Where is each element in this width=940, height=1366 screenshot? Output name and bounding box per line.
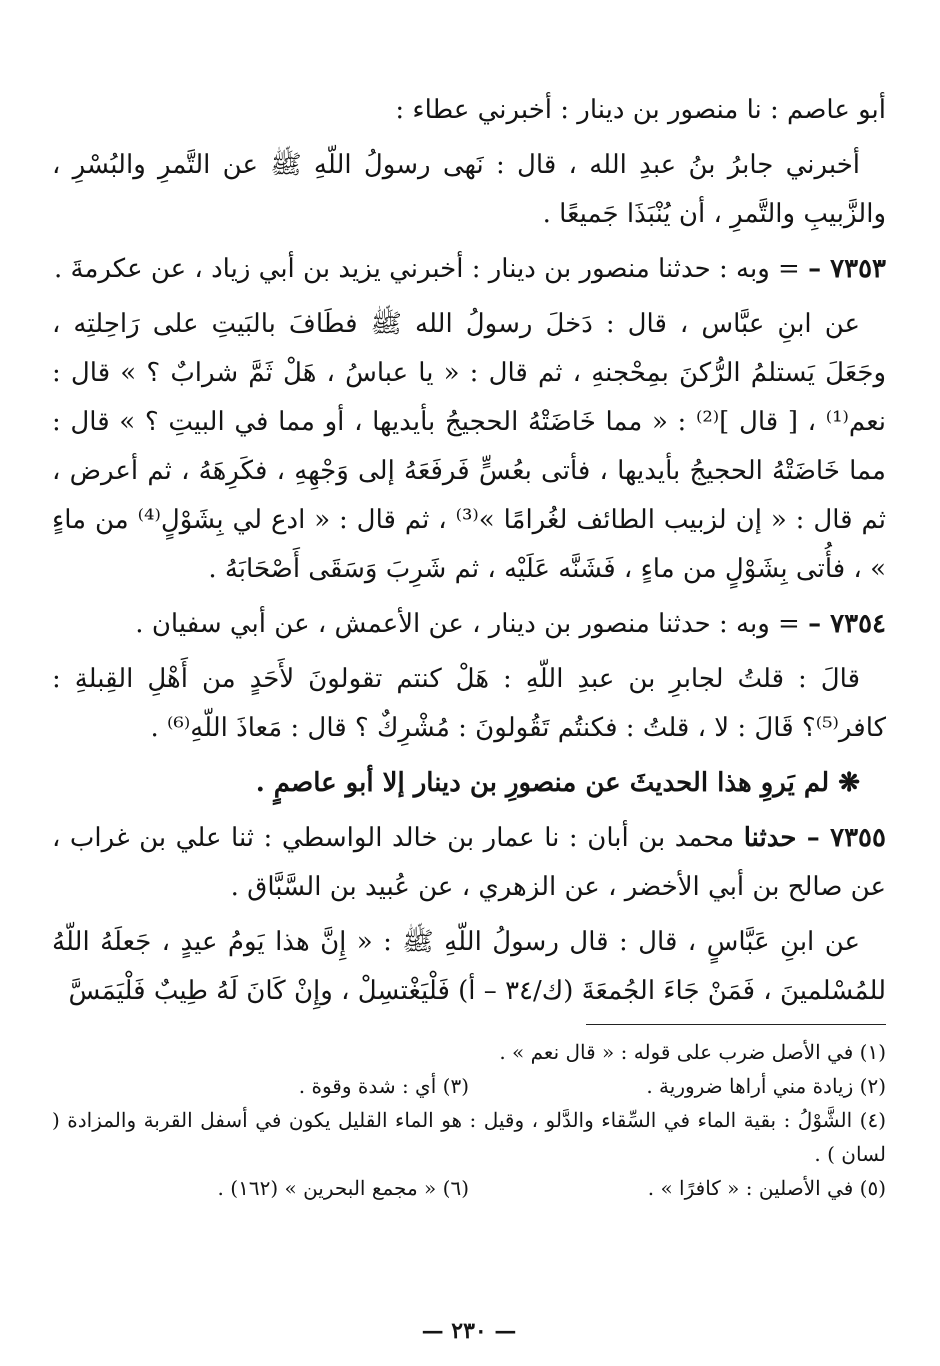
editor-note-text: لم يَروِ هذا الحديثَ عن منصورِ بن دينار إلا أبو عاصمٍ .	[255, 768, 839, 798]
footnote-row	[52, 1103, 886, 1171]
footnote-6: (٦) « مجمع البحرين » (١٦٢) .	[217, 1176, 469, 1200]
footnote-row	[52, 1035, 886, 1069]
footnote-1: (١) في الأصل ضرب على قوله : « قال نعم » .	[499, 1040, 886, 1064]
footnotes	[52, 1035, 886, 1205]
hadith-number: ٧٣٥٤ –	[808, 609, 886, 639]
hadith-chain-text: محمد بن أبان : نا عمار بن خالد الواسطي : ثنا علي بن غراب ، عن صالح بن أبي الأخضر ، عن الزهري ، عن عُبيد بن السَّبَّاق .	[52, 823, 886, 902]
page-number: — ٢٣٠ —	[421, 1318, 517, 1344]
hadith-7355-body: عن ابنِ عَبَّاسٍ ، قال : قال رسولُ اللّهِ ﷺ : « إِنَّ هذا يَومُ عيدٍ ، جَعلَهُ اللّهُ للمُسْلمينَ ، فَمَنْ جَاءَ الجُمعَةَ (ك/٣٤ – أ) فَلْيَغْتسِلْ ، وإِنْ كَانَ لَهُ طِيبٌ فَلْيَمَسَّ	[52, 927, 886, 1006]
footnote-row	[52, 1171, 886, 1205]
hadith-chain-text: = وبه : حدثنا منصور بن دينار ، عن الأعمش ، عن أبي سفيان .	[135, 609, 809, 639]
hadith-7355-chain	[52, 814, 886, 912]
footnote-divider	[586, 1024, 886, 1025]
footnote-row	[52, 1069, 886, 1103]
hadith-7354-body: قالَ : قلتُ لجابرِ بن عبدِ اللّهِ : هَلْ كنتم تقولونَ لأَحَدٍ من أَهْلِ القِبلةِ : كافر⁽⁵⁾؟ قَالَ : لا ، قلتُ : فكنتُم تَقُولونَ : مُشْرِكٌ ؟ قال : مَعاذَ اللّهِ⁽⁶⁾ .	[52, 664, 886, 743]
hadith-7354-chain	[52, 600, 886, 649]
hadith-number: ٧٣٥٣ –	[808, 254, 886, 284]
hadith-7353-chain	[52, 245, 886, 294]
document-page	[52, 86, 886, 1356]
paragraph-hadith-text: أخبرني جابرُ بنُ عبدِ الله ، قال : نَهى رسولُ اللّهِ ﷺ عن التَّمرِ والبُسْرِ ، والزَّبيبِ والتَّمرِ ، أن يُنْبَذَا جَميعًا .	[52, 150, 886, 229]
hadith-chain-text: = وبه : حدثنا منصور بن دينار : أخبرني يزيد بن أبي زياد ، عن عكرمةَ .	[53, 254, 809, 284]
hadith-7353-body: عن ابنِ عبَّاس ، قال : دَخلَ رسولُ الله ﷺ فطَافَ بالبَيتِ على رَاحِلتِه ، وجَعَلَ يَستلمُ الرُّكنَ بمِحْجنهِ ، ثم قال : « يا عباسُ ، هَلْ ثَمَّ شرابٌ ؟ » قال : نعم⁽¹⁾ ، [ قال ]⁽²⁾ : « مما خَاضَتْهُ الحجيجُ بأيديها ، أو مما في البيتِ ؟ » قال : مما خَاضَتْهُ الحجيجُ بأيديها ، فأتى بعُسٍّ فَرفَعَهُ إلى وَجْهِهِ ، فكَرِهَهُ ، ثم أعرض ، ثم قال : « إن لزبيب الطائف لغُرامًا »⁽³⁾ ، ثم قال : « ادع لي بِشَوْلٍ⁽⁴⁾ من ماءٍ » ، فأُتى بِشَوْلٍ من ماءٍ ، فَشَنَّه عَلَيْه ، ثم شَرِبَ وَسَقَى أَصْحَابَهُ .	[52, 309, 887, 584]
footnote-2: (٢) زيادة مني أراها ضرورية .	[646, 1074, 886, 1098]
footnote-3: (٣) أي : شدة وقوة .	[298, 1074, 469, 1098]
editor-note	[52, 759, 886, 808]
hadith-number: ٧٣٥٥ –	[806, 823, 886, 853]
footnote-5: (٥) في الأصلين : « كافرًا » .	[647, 1176, 886, 1200]
footnote-4: (٤) الشَّوْلُ : بقية الماء في السِّقاء والدَّلو ، وقيل : هو الماء القليل يكون في أسفل القربة والمزادة ( لسان ) .	[52, 1108, 886, 1166]
hadith-lead-word: حدثنا	[743, 823, 807, 853]
paragraph-chain: أبو عاصم : نا منصور بن دينار : أخبرني عطاء :	[395, 95, 886, 125]
asterisk-icon: ❋	[838, 768, 860, 798]
main-text	[52, 86, 886, 1016]
